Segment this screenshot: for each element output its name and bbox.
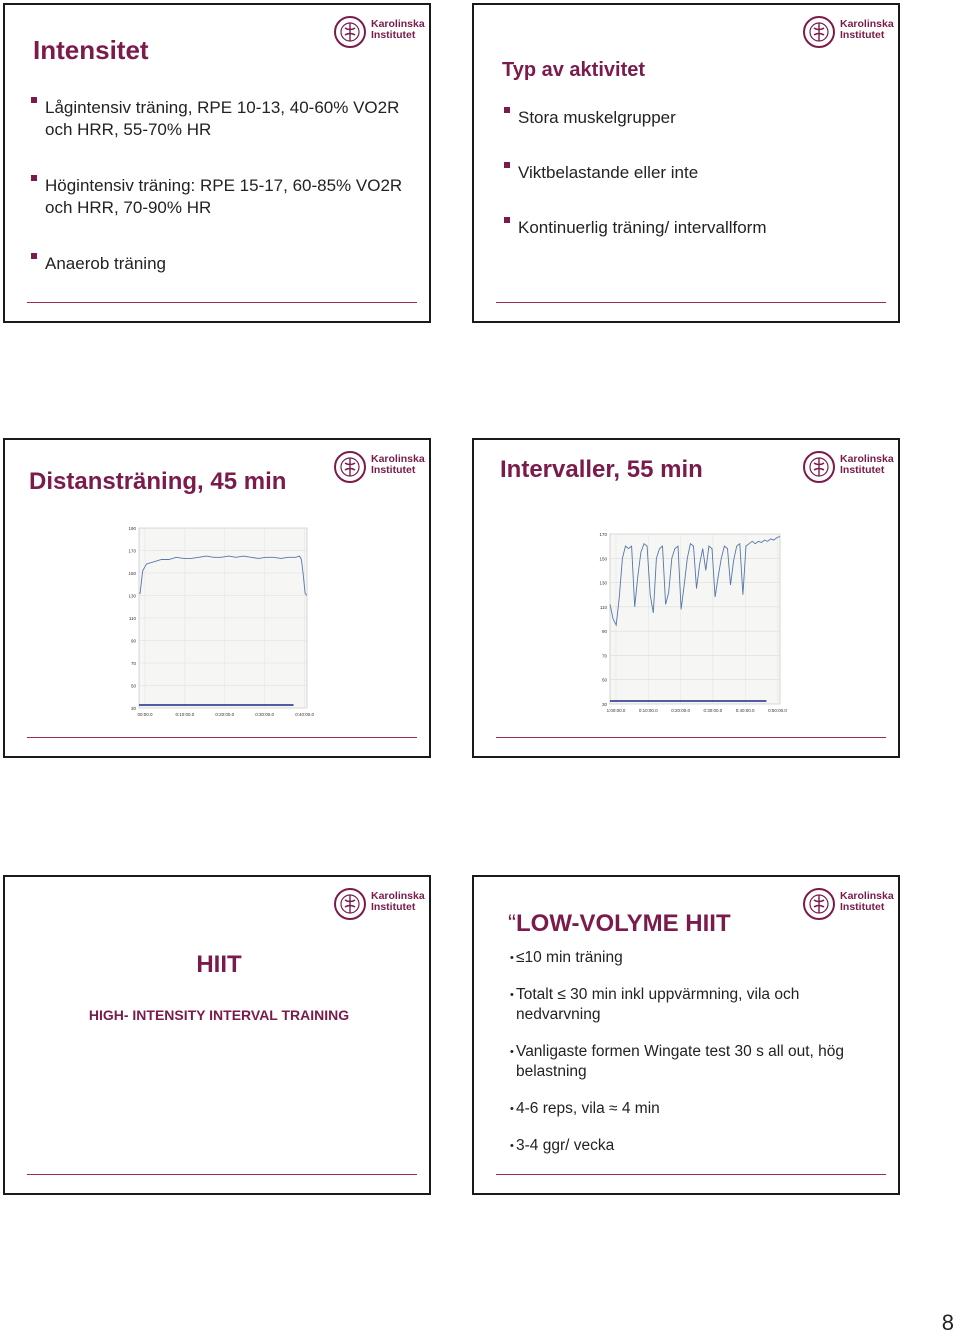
- slide-title: Typ av aktivitet: [502, 59, 646, 81]
- karolinska-logo: [802, 887, 894, 923]
- bullet-item: • 3-4 ggr/ vecka: [510, 1136, 860, 1156]
- y-tick-label: 150: [599, 556, 607, 562]
- slide-title-text: LOW-VOLYME HIIT: [516, 910, 731, 937]
- y-tick-label: 110: [128, 616, 136, 621]
- bullet-item: Stora muskelgrupper: [504, 107, 884, 129]
- y-tick-label: 70: [130, 661, 136, 666]
- bullet-item: Anaerob träning: [31, 253, 406, 275]
- seal-icon: [802, 450, 836, 484]
- y-tick-label: 170: [128, 548, 136, 554]
- logo-line1: Karolinska: [371, 890, 425, 902]
- logo-line1: Karolinska: [371, 18, 425, 30]
- logo-line2: Institutet: [840, 901, 885, 913]
- slide-title: “LOW-VOLYME HIIT: [508, 910, 731, 937]
- x-tick-label: 0:10:00.0: [638, 708, 658, 713]
- footer-rule: [27, 1174, 417, 1175]
- logo-line2: Institutet: [840, 464, 885, 476]
- slide-hiit: [3, 875, 431, 1195]
- bullet-item: Viktbelastande eller inte: [504, 162, 884, 184]
- logo-line1: Karolinska: [840, 453, 894, 465]
- karolinska-logo: [802, 15, 894, 51]
- x-tick-label: 0:20:00.0: [671, 708, 690, 713]
- x-tick-label: 1:00:00.0: [606, 708, 626, 713]
- y-tick-label: 30: [601, 702, 607, 707]
- y-tick-label: 170: [599, 532, 607, 537]
- logo-line2: Institutet: [371, 464, 416, 476]
- slide-intensitet: [3, 3, 431, 323]
- x-tick-label: 0:50:00.0: [768, 708, 787, 713]
- footer-rule: [496, 302, 886, 303]
- y-tick-label: 130: [599, 580, 607, 586]
- y-tick-label: 90: [130, 638, 136, 644]
- logo-line2: Institutet: [840, 29, 885, 41]
- y-tick-label: 50: [130, 683, 136, 689]
- bullet-item: Kontinuerlig träning/ intervallform: [504, 217, 884, 239]
- heart-rate-chart: [588, 528, 788, 720]
- bullet-item: Lågintensiv träning, RPE 10-13, 40-60% VO2R och HRR, 55-70% HR: [31, 97, 406, 141]
- x-tick-label: 0:40:00.0: [295, 712, 314, 717]
- y-tick-label: 50: [601, 677, 607, 683]
- y-tick-label: 30: [130, 706, 136, 711]
- bullet-item: • ≤10 min träning: [510, 948, 860, 968]
- slide-subtitle: HIGH- INTENSITY INTERVAL TRAINING: [88, 1007, 350, 1023]
- page-number: 8: [941, 1310, 954, 1335]
- logo-line1: Karolinska: [840, 890, 894, 902]
- bullet-item: • Totalt ≤ 30 min inkl uppvärmning, vila och nedvarvning: [510, 985, 860, 1025]
- logo-line1: Karolinska: [371, 453, 425, 465]
- seal-icon: [333, 887, 367, 921]
- x-tick-label: 0:40:00.0: [735, 708, 755, 713]
- slide-intervaller: [472, 438, 900, 758]
- slide-title: Intervaller, 55 min: [500, 456, 703, 483]
- y-tick-label: 70: [601, 653, 607, 659]
- karolinska-logo: [333, 15, 425, 51]
- slide-title: HIIT: [196, 951, 242, 978]
- bullet-item: • Vanligaste formen Wingate test 30 s all out, hög belastning: [510, 1042, 860, 1082]
- seal-icon: [333, 15, 367, 49]
- logo-line2: Institutet: [371, 901, 416, 913]
- bullet-list: [31, 97, 406, 275]
- footer-rule: [496, 1174, 886, 1175]
- karolinska-logo: [802, 450, 894, 486]
- footer-rule: [27, 737, 417, 738]
- y-tick-label: 150: [128, 571, 136, 576]
- bullet-item: Högintensiv träning: RPE 15-17, 60-85% VO2R och HRR, 70-90% HR: [31, 175, 406, 219]
- seal-icon: [333, 450, 367, 484]
- y-tick-label: 90: [601, 629, 607, 635]
- heart-rate-chart-svg: [588, 528, 788, 720]
- slide-typ-av-aktivitet: [472, 3, 900, 323]
- plot-area: [610, 534, 780, 704]
- seal-icon: [802, 887, 836, 921]
- bullet-list: [504, 107, 884, 239]
- heart-rate-chart: [121, 522, 314, 726]
- x-tick-label: 0:10:00.0: [175, 712, 195, 717]
- x-tick-label: 00:00.0: [137, 712, 153, 717]
- y-tick-label: 110: [599, 604, 607, 610]
- x-tick-label: 0:30:00.0: [255, 712, 275, 717]
- logo-line1: Karolinska: [840, 18, 894, 30]
- karolinska-logo: [333, 450, 425, 486]
- footer-rule: [27, 302, 417, 303]
- x-tick-label: 0:20:00.0: [215, 712, 235, 717]
- slide-low-volume-hiit: [472, 875, 900, 1195]
- logo-line2: Institutet: [371, 29, 416, 41]
- footer-rule: [496, 737, 886, 738]
- bullet-item: • 4-6 reps, vila ≈ 4 min: [510, 1099, 860, 1119]
- slide-distanstraning: [3, 438, 431, 758]
- slide-title: Intensitet: [33, 35, 149, 65]
- x-tick-label: 0:30:00.0: [703, 708, 723, 713]
- karolinska-logo: [333, 887, 425, 923]
- slide-title: Distansträning, 45 min: [29, 468, 287, 495]
- seal-icon: [802, 15, 836, 49]
- heart-rate-chart-svg: [121, 522, 314, 726]
- bullet-list: [510, 948, 860, 1156]
- y-tick-label: 130: [128, 593, 136, 599]
- y-tick-label: 190: [128, 526, 136, 531]
